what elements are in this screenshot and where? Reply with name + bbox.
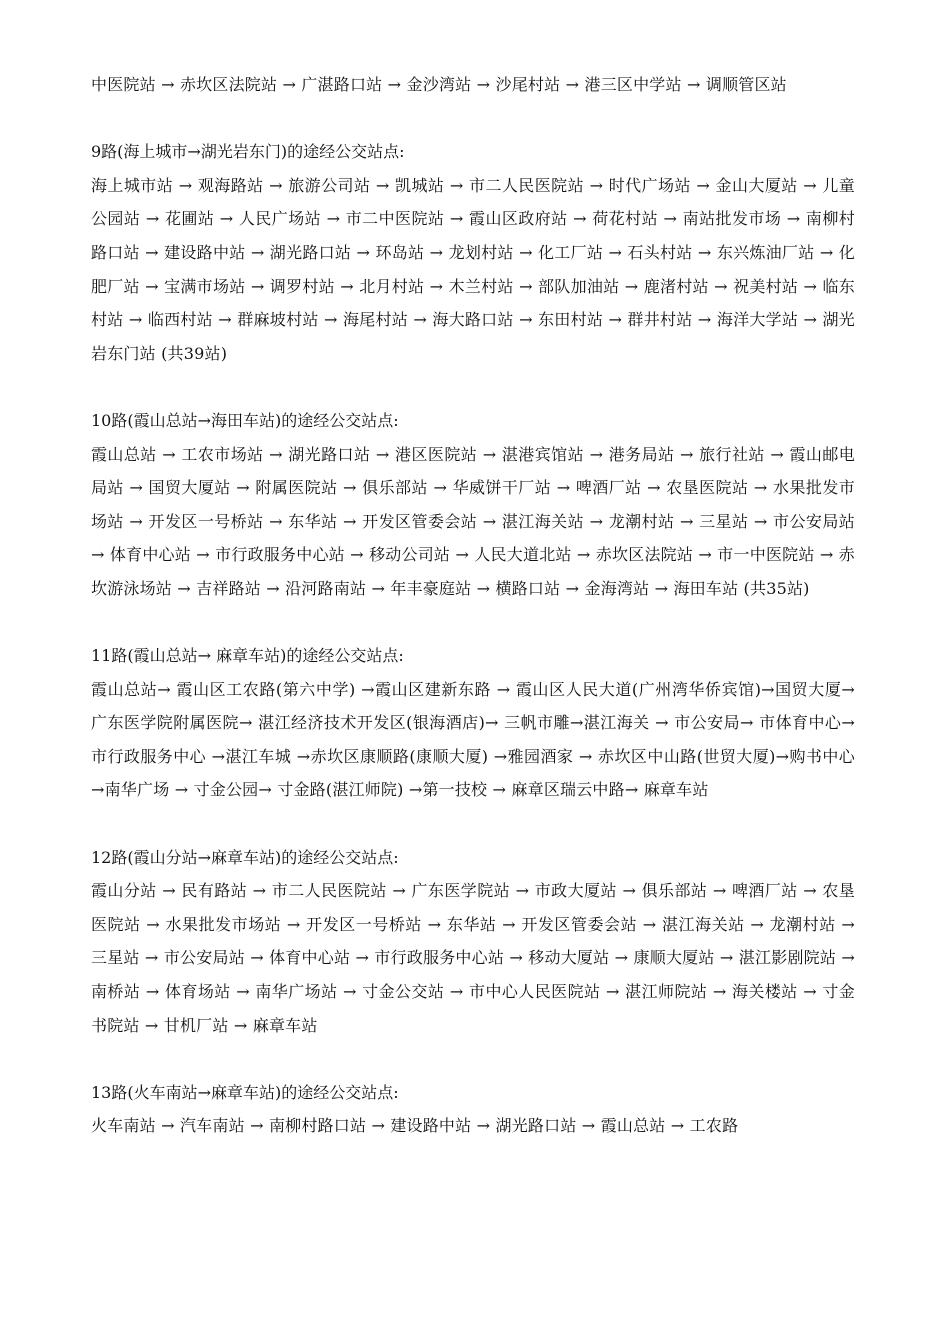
route-12-title: 12路(霞山分站→麻章车站)的途经公交站点:: [91, 847, 399, 867]
route-11-stops: 霞山总站→ 霞山区工农路(第六中学) →霞山区建新东路 → 霞山区人民大道(广州湾华侨宾馆)→国贸大厦→ 广东医学院附属医院→ 湛江经济技术开发区(银海酒店)→ 三帆市雕→湛江海关 → 市公安局→ 市体育中心→市行政服务中心 →湛江车城 →赤坎区康顺路(康顺大厦) →雅园酒家 → 赤坎区中山路(世贸大厦)→购书中心 →南华广场 → 寸金公园→ 寸金路(湛江师院) →第一技校 → 麻章区瑞云中路→ 麻章车站: [91, 679, 855, 800]
route-8-continued-stops: 中医院站 → 赤坎区法院站 → 广湛路口站 → 金沙湾站 → 沙尾村站 → 港三区中学站 → 调顺管区站: [91, 75, 787, 94]
route-10-title: 10路(霞山总站→海田车站)的途经公交站点:: [91, 410, 399, 430]
paragraph-gap: [91, 1042, 855, 1076]
route-12-stops: 霞山分站 → 民有路站 → 市二人民医院站 → 广东医学院站 → 市政大厦站 → 俱乐部站 → 啤酒厂站 → 农垦医院站 → 水果批发市场站 → 开发区一号桥站 → 东华站 → 开发区管委会站 → 湛江海关站 → 龙潮村站 → 三星站 → 市公安局站 → 体育中心站 → 市行政服务中心站 → 移动大厦站 → 康顺大厦站 → 湛江影剧院站 → 南桥站 → 体育场站 → 南华广场站 → 寸金公交站 → 市中心人民医院站 → 湛江师院站 → 海关楼站 → 寸金书院站 → 甘机厂站 → 麻章车站: [91, 881, 855, 1035]
route-10-stops: 霞山总站 → 工农市场站 → 湖光路口站 → 港区医院站 → 湛港宾馆站 → 港务局站 → 旅行社站 → 霞山邮电局站 → 国贸大厦站 → 附属医院站 → 俱乐部站 → 华威饼干厂站 → 啤酒厂站 → 农垦医院站 → 水果批发市场站 → 开发区一号桥站 → 东华站 → 开发区管委会站 → 湛江海关站 → 龙潮村站 → 三星站 → 市公安局站 → 体育中心站 → 市行政服务中心站 → 移动公司站 → 人民大道北站 → 赤坎区法院站 → 市一中医院站 → 赤坎游泳场站 → 吉祥路站 → 沿河路南站 → 年丰豪庭站 → 横路口站 → 金海湾站 → 海田车站 (共35站): [91, 444, 855, 598]
paragraph-gap: [91, 370, 855, 404]
paragraph-gap: [91, 606, 855, 640]
document-page: [91, 68, 855, 1143]
route-9-stops: 海上城市站 → 观海路站 → 旅游公司站 → 凯城站 → 市二人民医院站 → 时代广场站 → 金山大厦站 → 儿童公园站 → 花圃站 → 人民广场站 → 市二中医院站 → 霞山区政府站 → 荷花村站 → 南站批发市场 → 南柳村路口站 → 建设路中站 → 湖光路口站 → 环岛站 → 龙划村站 → 化工厂站 → 石头村站 → 东兴炼油厂站 → 化肥厂站 → 宝满市场站 → 调罗村站 → 北月村站 → 木兰村站 → 部队加油站 → 鹿渚村站 → 祝美村站 → 临东村站 → 临西村站 → 群麻坡村站 → 海尾村站 → 海大路口站 → 东田村站 → 群井村站 → 海洋大学站 → 湖光岩东门站 (共39站): [91, 175, 855, 363]
route-9-title: 9路(海上城市→湖光岩东门)的途经公交站点:: [91, 142, 405, 162]
paragraph-gap: [91, 102, 855, 136]
route-13-stops: 火车南站 → 汽车南站 → 南柳村路口站 → 建设路中站 → 湖光路口站 → 霞山总站 → 工农路: [91, 1116, 739, 1136]
route-11-title: 11路(霞山总站→ 麻章车站)的途经公交站点:: [91, 646, 404, 666]
route-13-title: 13路(火车南站→麻章车站)的途经公交站点:: [91, 1082, 399, 1102]
paragraph-gap: [91, 807, 855, 841]
